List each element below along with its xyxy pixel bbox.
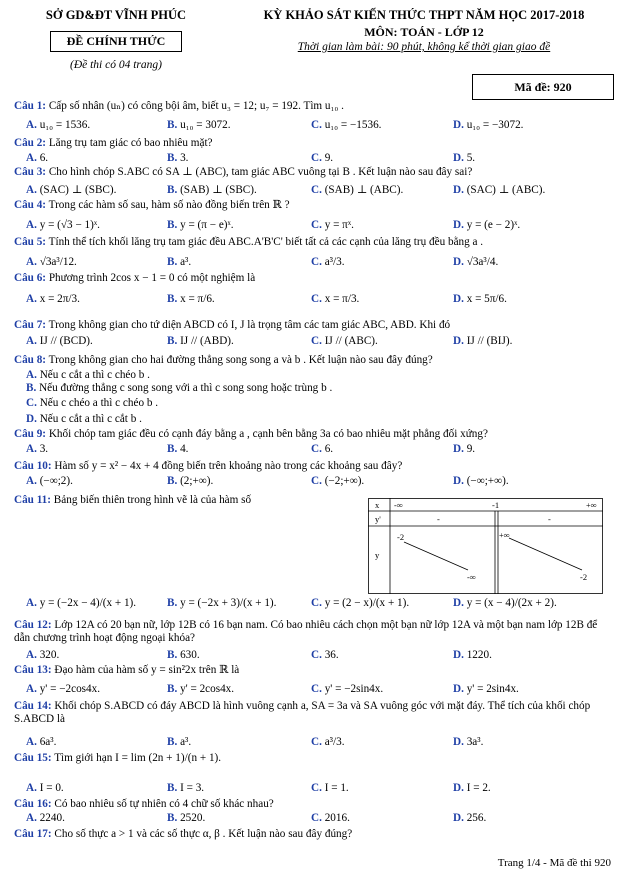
option-text: u₁₀ = 1536. [39,119,91,131]
option-letter: B. [167,256,178,268]
option-letter: B. [167,597,178,609]
question-14-option-b[interactable] [167,736,191,749]
option-text: 2520. [180,812,206,824]
option-text: 6a³. [39,736,57,748]
option-letter: D. [453,475,464,487]
question-13-option-c[interactable] [311,683,383,696]
question-5-option-b[interactable] [167,256,191,269]
option-text: u₁₀ = −3072. [466,119,524,131]
option-letter: D. [453,782,464,794]
question-label: Câu 8: [14,354,47,366]
question-label: Câu 5: [14,236,47,248]
option-text: 9. [466,443,476,455]
option-letter: C. [311,597,322,609]
vt-y-label: y [375,550,380,560]
question-5-option-a[interactable] [26,256,77,269]
option-letter: A. [26,256,37,268]
question-1 [14,100,614,113]
question-label: Câu 3: [14,166,47,178]
option-text: a³. [180,256,192,268]
subject: MÔN: TOÁN - LỚP 12 [364,25,484,39]
vt-sign-1: - [548,514,551,524]
option-text: (SAB) ⊥ (ABC). [324,184,404,196]
option-text: y = (−2x + 3)/(x + 1). [180,597,277,609]
question-text: Tìm giới hạn I = lim (2n + 1)/(n + 1). [54,752,222,764]
question-5 [14,236,614,249]
option-letter: C. [311,812,322,824]
question-2-option-a[interactable] [26,152,48,165]
question-label: Câu 14: [14,700,52,712]
question-11 [14,494,354,507]
question-7-option-d[interactable] [453,335,512,348]
option-text: (SAB) ⊥ (SBC). [180,184,257,196]
question-13-option-d[interactable] [453,683,519,696]
question-11-option-a[interactable] [26,597,136,610]
question-1-option-b[interactable] [167,119,231,132]
option-letter: A. [26,736,37,748]
option-text: 1220. [466,649,492,661]
question-9 [14,428,614,441]
option-text: y = (e − 2)ˣ. [466,219,521,231]
question-1-option-d[interactable] [453,119,523,132]
question-6-option-c[interactable] [311,293,359,306]
option-letter: C. [311,475,322,487]
option-letter: D. [453,736,464,748]
option-text: x = π/6. [180,293,215,305]
question-8-option-d[interactable] [26,413,142,426]
option-letter: A. [26,812,37,824]
question-2-option-d[interactable] [453,152,475,165]
option-text: u₁₀ = −1536. [324,119,382,131]
option-text: y' = 2sin4x. [466,683,519,695]
option-text: (−∞;2). [39,475,73,487]
option-letter: B. [167,736,178,748]
option-letter: A. [26,184,37,196]
vt-y-0: -2 [397,532,405,542]
option-text: y' = 2cos4x. [180,683,235,695]
question-6-option-b[interactable] [167,293,215,306]
option-text: y' = −2sin4x. [324,683,384,695]
question-15-option-b[interactable] [167,782,204,795]
question-label: Câu 1: [14,100,47,112]
option-text: Nếu c cắt a thì c chéo b . [39,369,150,381]
question-7-option-a[interactable] [26,335,93,348]
question-label: Câu 10: [14,460,52,472]
option-text: 3a³. [466,736,484,748]
question-9-option-d[interactable] [453,443,475,456]
question-text: Cho số thực a > 1 và các số thực α, β . Kết luận nào sau đây đúng? [54,828,353,840]
question-2-option-b[interactable] [167,152,188,165]
question-4 [14,199,614,212]
option-letter: B. [167,184,178,196]
question-8-option-a[interactable] [26,369,150,382]
question-label: Câu 2: [14,137,47,149]
question-10-option-c[interactable] [311,475,364,488]
question-9-option-a[interactable] [26,443,48,456]
option-text: 5. [466,152,476,164]
option-letter: B. [167,443,178,455]
option-letter: B. [167,812,178,824]
question-15-option-d[interactable] [453,782,491,795]
option-letter: B. [167,119,178,131]
option-letter: C. [311,293,322,305]
option-text: I = 3. [180,782,205,794]
question-text: Cho hình chóp S.ABC có SA ⊥ (ABC), tam giác ABC vuông tại B . Kết luận nào sau đây sai? [48,166,473,178]
option-letter: B. [167,219,178,231]
option-letter: B. [167,475,178,487]
question-15-option-a[interactable] [26,782,64,795]
option-text: IJ // (BCD). [39,335,93,347]
option-text: √3a³/12. [39,256,77,268]
question-3-option-d[interactable] [453,184,545,197]
question-16-option-c[interactable] [311,812,350,825]
option-letter: D. [453,184,464,196]
question-label: Câu 7: [14,319,47,331]
question-11-option-b[interactable] [167,597,276,610]
option-letter: D. [453,219,464,231]
question-6 [14,272,614,285]
vt-y-3: -2 [580,572,588,582]
question-text: Lăng trụ tam giác có bao nhiêu mặt? [48,137,213,149]
question-text: Khối chóp tam giác đều có cạnh đáy bằng a , cạnh bên bằng 3a có bao nhiêu mặt phẳng đối xứng? [48,428,488,440]
question-12 [14,619,614,645]
option-text: 6. [324,443,334,455]
question-text: Bảng biến thiên trong hình vẽ là của hàm số [53,494,252,506]
option-letter: C. [311,683,322,695]
option-text: y = (2 − x)/(x + 1). [324,597,410,609]
option-text: a³/3. [324,256,345,268]
question-12-option-b[interactable] [167,649,200,662]
option-text: Nếu đường thẳng c song song với a thì c song song hoặc trùng b . [39,382,333,394]
option-letter: A. [26,597,37,609]
question-2-option-c[interactable] [311,152,333,165]
option-letter: D. [453,443,464,455]
header-left [10,8,222,71]
option-text: I = 1. [324,782,349,794]
question-17 [14,828,614,841]
question-text: Trong không gian cho tứ diện ABCD có I, J là trọng tâm các tam giác ABC, ABD. Khi đó [48,319,451,331]
option-letter: D. [453,812,464,824]
question-12-option-a[interactable] [26,649,59,662]
option-text: y = πˣ. [324,219,354,231]
option-text: IJ // (ABD). [180,335,234,347]
option-text: (2;+∞). [180,475,214,487]
option-text: I = 0. [39,782,64,794]
question-8 [14,354,614,367]
option-letter: C. [311,152,322,164]
option-text: 4. [180,443,189,455]
question-text: Trong các hàm số sau, hàm số nào đồng biến trên ℝ ? [48,199,290,211]
question-3-option-c[interactable] [311,184,403,197]
option-letter: A. [26,119,37,131]
question-15 [14,752,614,765]
question-3 [14,166,614,179]
option-letter: C. [311,649,322,661]
question-12-option-d[interactable] [453,649,492,662]
vt-yprime-label: y' [375,514,381,524]
question-6-option-d[interactable] [453,293,507,306]
question-7-option-b[interactable] [167,335,234,348]
exam-title: KỲ KHẢO SÁT KIẾN THỨC THPT NĂM HỌC 2017-2018 [263,8,585,22]
option-letter: D. [26,413,37,425]
option-text: 256. [466,812,487,824]
option-text: y = (−2x − 4)/(x + 1). [39,597,137,609]
option-text: y = (√3 − 1)ˣ. [39,219,100,231]
question-text: Khối chóp S.ABCD có đáy ABCD là hình vuông cạnh a, SA = 3a và SA vuông góc với mặt đáy. Thể tích của khối chóp S.ABCD là [14,700,591,725]
question-11-option-d[interactable] [453,597,557,610]
option-text: 2240. [39,812,65,824]
option-letter: A. [26,683,37,695]
question-label: Câu 4: [14,199,47,211]
question-16 [14,798,614,811]
option-text: 3. [180,152,189,164]
option-letter: D. [453,683,464,695]
question-14-option-d[interactable] [453,736,483,749]
option-letter: D. [453,152,464,164]
question-14 [14,700,614,726]
option-letter: A. [26,369,37,381]
question-10-option-b[interactable] [167,475,213,488]
option-text: 3. [39,443,49,455]
option-letter: A. [26,219,37,231]
time-note: Thời gian làm bài: 90 phút, không kể thời gian giao đề [297,41,551,53]
department: SỞ GD&ĐT VĨNH PHÚC [45,8,187,22]
question-12-option-c[interactable] [311,649,339,662]
option-letter: C. [311,184,322,196]
option-text: (−∞;+∞). [466,475,509,487]
option-letter: C. [311,335,322,347]
question-13 [14,664,614,677]
question-16-option-b[interactable] [167,812,205,825]
question-4-option-d[interactable] [453,219,520,232]
vt-y-1: -∞ [467,572,476,582]
question-16-option-a[interactable] [26,812,65,825]
option-text: y = (π − e)ˣ. [180,219,234,231]
vt-x-1: -1 [492,500,500,510]
vt-x-2: +∞ [586,500,597,510]
question-4-option-a[interactable] [26,219,100,232]
option-letter: A. [26,475,37,487]
question-text: Tính thể tích khối lăng trụ tam giác đều ABC.A'B'C' biết tất cả các cạnh của lăng trụ đều bằng a . [48,236,484,248]
variation-table [368,498,603,594]
option-text: 630. [180,649,200,661]
question-label: Câu 6: [14,272,47,284]
question-6-option-a[interactable] [26,293,80,306]
option-text: 36. [324,649,339,661]
vt-sign-0: - [437,514,440,524]
question-label: Câu 11: [14,494,51,506]
option-letter: D. [453,119,464,131]
option-text: y' = −2cos4x. [39,683,101,695]
question-15-option-c[interactable] [311,782,349,795]
question-text: Cấp số nhân (uₙ) có công bội âm, biết u₃ = 12; u₇ = 192. Tìm u₁₀ . [48,100,344,112]
option-letter: A. [26,782,37,794]
option-letter: D. [453,597,464,609]
option-letter: C. [311,256,322,268]
option-text: a³/3. [324,736,345,748]
question-label: Câu 12: [14,619,52,631]
option-letter: D. [453,335,464,347]
option-text: a³. [180,736,192,748]
question-label: Câu 9: [14,428,47,440]
question-label: Câu 15: [14,752,52,764]
option-letter: D. [453,649,464,661]
question-8-option-b[interactable] [26,382,332,395]
option-text: 2016. [324,812,350,824]
option-letter: A. [26,649,37,661]
option-letter: A. [26,293,37,305]
option-text: IJ // (ABC). [324,335,378,347]
option-letter: D. [453,256,464,268]
question-label: Câu 17: [14,828,52,840]
question-14-option-a[interactable] [26,736,56,749]
vt-y-2: +∞ [499,530,510,540]
option-text: (SAC) ⊥ (SBC). [39,184,117,196]
question-10-option-d[interactable] [453,475,509,488]
option-text: Nếu c chéo a thì c chéo b . [39,397,159,409]
question-14-option-c[interactable] [311,736,345,749]
option-letter: A. [26,152,37,164]
option-letter: D. [453,293,464,305]
option-letter: C. [311,119,322,131]
option-text: y = (x − 4)/(2x + 2). [466,597,557,609]
option-text: 9. [324,152,334,164]
option-letter: A. [26,335,37,347]
option-text: 6. [39,152,49,164]
question-1-option-c[interactable] [311,119,381,132]
question-text: Có bao nhiêu số tự nhiên có 4 chữ số khác nhau? [54,798,274,810]
option-text: I = 2. [466,782,491,794]
option-letter: B. [167,782,178,794]
question-10-option-a[interactable] [26,475,73,488]
option-letter: A. [26,443,37,455]
option-text: x = 5π/6. [466,293,507,305]
option-letter: B. [167,335,178,347]
question-text: Lớp 12A có 20 bạn nữ, lớp 12B có 16 bạn nam. Có bao nhiêu cách chọn một bạn nữ lớp 12A và một bạn nam lớp 12B để dẫn chương trình hoạt động ngoại khóa? [14,619,598,644]
option-text: √3a³/4. [466,256,499,268]
page-count-note: (Đề thi có 04 trang) [70,59,162,71]
option-text: u₁₀ = 3072. [180,119,231,131]
question-11-option-c[interactable] [311,597,409,610]
question-label: Câu 13: [14,664,52,676]
page-footer: Trang 1/4 - Mã đề thi 920 [497,857,611,869]
option-text: (−2;+∞). [324,475,365,487]
option-text: x = 2π/3. [39,293,80,305]
question-16-option-d[interactable] [453,812,486,825]
question-9-option-b[interactable] [167,443,188,456]
question-4-option-c[interactable] [311,219,354,232]
option-letter: C. [311,736,322,748]
question-text: Phương trình 2cos x − 1 = 0 có một nghiệm là [48,272,256,284]
vt-x-label: x [375,500,380,510]
option-letter: C. [311,219,322,231]
question-text: Trong không gian cho hai đường thẳng song song a và b . Kết luận nào sau đây đúng? [48,354,433,366]
option-letter: C. [26,397,37,409]
option-letter: B. [167,152,178,164]
option-letter: C. [311,782,322,794]
option-letter: C. [311,443,322,455]
question-text: Đạo hàm của hàm số y = sin²2x trên ℝ là [54,664,240,676]
option-text: 320. [39,649,60,661]
question-9-option-c[interactable] [311,443,333,456]
question-7-option-c[interactable] [311,335,378,348]
exam-code: Mã đề: 920 [472,74,614,100]
option-text: (SAC) ⊥ (ABC). [466,184,546,196]
question-8-option-c[interactable] [26,397,158,410]
question-13-option-b[interactable] [167,683,234,696]
option-text: x = π/3. [324,293,360,305]
vt-x-0: -∞ [394,500,403,510]
question-10 [14,460,614,473]
question-3-option-a[interactable] [26,184,116,197]
option-text: Nếu c cắt a thì c cắt b . [39,413,142,425]
official-label: ĐỀ CHÍNH THỨC [50,31,183,52]
question-2 [14,137,614,150]
question-7 [14,319,614,332]
question-5-option-d[interactable] [453,256,498,269]
header-right [232,8,616,53]
option-letter: B. [26,382,37,394]
question-text: Hàm số y = x² − 4x + 4 đồng biến trên khoảng nào trong các khoảng sau đây? [54,460,403,472]
option-letter: B. [167,649,178,661]
question-5-option-c[interactable] [311,256,345,269]
option-letter: B. [167,293,178,305]
option-text: IJ // (BIJ). [466,335,513,347]
question-13-option-a[interactable] [26,683,100,696]
question-1-option-a[interactable] [26,119,90,132]
option-letter: B. [167,683,178,695]
question-3-option-b[interactable] [167,184,257,197]
question-label: Câu 16: [14,798,52,810]
question-4-option-b[interactable] [167,219,234,232]
